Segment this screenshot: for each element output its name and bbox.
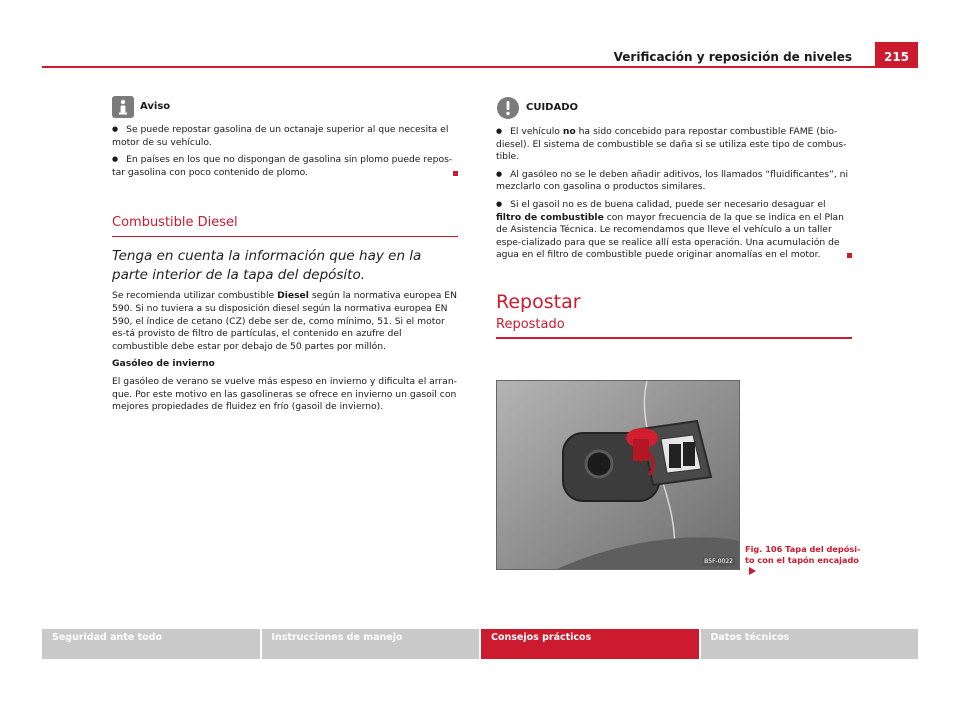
text: según la normativa europea EN 590. Si no tuviera a su disposición diesel según la normativa europea EN 590, el índice de cetano (CZ) debe ser de, como mínimo, 51. Si el motor es-tá provisto de filtro de partículas, el contenido en azufre del combustible debe estar por debajo de 50 partes por millón. (112, 290, 457, 352)
section-title-diesel: Combustible Diesel (112, 215, 238, 231)
cuidado-bullet (496, 199, 852, 262)
page-number: 215 (875, 42, 918, 68)
diesel-paragraph (112, 290, 458, 353)
aviso-title: Aviso (140, 100, 171, 112)
aviso-bullet (112, 124, 458, 149)
text: con mayor frecuencia de la que se indica en el Plan de Asistencia Técnica. Le recomendamos que lleve el vehículo a un taller espe-cializado para que se realice allí esta operación. Una acumulación de agua en el filtro de combustible puede originar anomalías en el motor. (496, 211, 844, 261)
text-bold: Diesel (277, 290, 309, 302)
aviso-heading (112, 96, 458, 118)
continue-arrow-icon (749, 567, 756, 575)
aviso-bullet-text: En países en los que no dispongan de gasolina sin plomo puede repos-tar gasolina con poco contenido de plomo. (112, 154, 453, 178)
figure-code: B5F-0022 (704, 558, 733, 565)
info-icon (112, 96, 134, 118)
section-rule (496, 337, 852, 339)
section-end-marker (847, 253, 852, 258)
footer-tab-consejos[interactable]: Consejos prácticos (481, 629, 701, 659)
text-bold: no (562, 126, 576, 137)
footer-tab-seguridad[interactable]: Seguridad ante todo (42, 629, 262, 659)
text: ha sido concebido para repostar combustible FAME (bio-diesel). El sistema de combustible se daña si se utiliza este tipo de combus-tible. (496, 126, 847, 163)
figure-caption-text: Fig. 106 Tapa del depósi-to con el tapón encajado (745, 544, 861, 565)
cuidado-bullet (496, 126, 852, 164)
header-rule (42, 66, 918, 68)
chapter-title: Repostar (496, 290, 581, 313)
cuidado-title: CUIDADO (526, 101, 579, 113)
aviso-bullet (112, 154, 458, 179)
warning-icon (496, 96, 520, 120)
section-title-repostado: Repostado (496, 316, 565, 332)
text: Al gasóleo no se le deben añadir aditivos, los llamados “fluidificantes”, ni mezclarlo con gasolina o productos similares. (496, 168, 849, 193)
running-header-title: Verificación y reposición de niveles (613, 50, 852, 64)
aviso-bullet-text: Se puede repostar gasolina de un octanaje superior al que necesita el motor de su vehículo. (112, 124, 449, 148)
left-column (112, 96, 458, 419)
figure-fuel-cap (496, 380, 740, 570)
section-intro: Tenga en cuenta la información que hay en la parte interior de la tapa del depósito. (112, 248, 422, 284)
subhead-winter: Gasóleo de invierno (112, 358, 215, 370)
fuel-door-illustration (497, 381, 739, 569)
winter-paragraph: El gasóleo de verano se vuelve más espeso en invierno y dificulta el arran-que. Por este motivo en las gasolineras se ofrece en invierno un gasoil con mejores propiedades de fluidez en frío (gasoil de invierno). (112, 376, 457, 413)
cuidado-heading (496, 96, 852, 120)
text: Si el gasoil no es de buena calidad, puede ser necesario desaguar el (510, 198, 826, 210)
section-rule (112, 236, 458, 238)
figure-caption (745, 544, 865, 576)
right-column (496, 96, 852, 349)
footer-nav (42, 629, 918, 659)
section-end-marker (453, 171, 458, 176)
cuidado-bullet (496, 169, 852, 194)
text-bold: filtro de combustible (496, 211, 604, 223)
text: Se recomienda utilizar combustible (112, 290, 278, 302)
footer-tab-datos[interactable]: Datos técnicos (701, 629, 919, 659)
footer-tab-instrucciones[interactable]: Instrucciones de manejo (262, 629, 482, 659)
text: El vehículo (510, 126, 563, 137)
